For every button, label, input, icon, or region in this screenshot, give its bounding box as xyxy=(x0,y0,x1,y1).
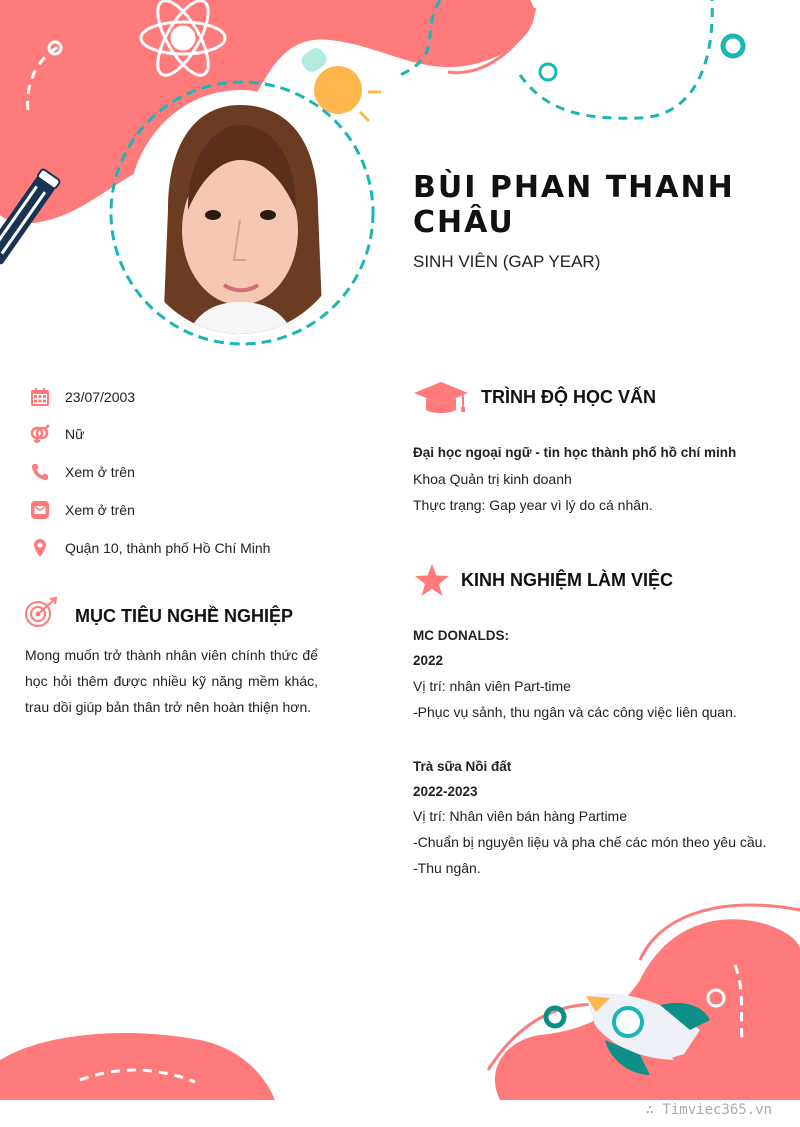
objective-text: Mong muốn trở thành nhân viên chính thức để học hỏi thêm được nhiều kỹ năng mềm khác, trau dồi giúp bản thân trở nên hoàn thiện hơn. xyxy=(25,647,318,715)
contact-birthdate xyxy=(30,385,136,409)
phone-icon xyxy=(30,462,50,482)
job-1-period: 2022 xyxy=(413,653,444,668)
job-2-period: 2022-2023 xyxy=(413,784,478,799)
objective-title: MỤC TIÊU NGHỀ NGHIỆP xyxy=(75,606,294,626)
watermark-text: ∴ Timviec365.vn xyxy=(645,1102,772,1118)
education-faculty: Khoa Quản trị kinh doanh xyxy=(413,471,572,487)
target-icon xyxy=(24,597,58,629)
profile-photo xyxy=(128,90,352,334)
education-school: Đại học ngoại ngữ - tin học thành phố hồ chí minh xyxy=(413,445,737,460)
job-2-duty-2: -Thu ngân. xyxy=(413,860,481,876)
candidate-role: SINH VIÊN (GAP YEAR) xyxy=(413,252,601,271)
job-2-duty-1: -Chuẩn bị nguyên liệu và pha chế các món theo yêu cầu. xyxy=(413,834,767,850)
gender-text: Nữ xyxy=(65,426,85,442)
contact-phone xyxy=(30,460,135,484)
address-text: Quận 10, thành phố Hồ Chí Minh xyxy=(65,540,271,556)
contact-address xyxy=(30,536,271,560)
birthdate-text: 23/07/2003 xyxy=(65,389,136,405)
contact-email xyxy=(30,498,135,522)
gender-icon xyxy=(30,424,50,444)
experience-title: KINH NGHIỆM LÀM VIỆC xyxy=(461,570,674,590)
education-status: Thực trạng: Gap year vì lý do cá nhân. xyxy=(413,497,653,513)
candidate-name: BÙI PHAN THANH CHÂU xyxy=(413,170,735,240)
graduation-cap-icon xyxy=(413,380,469,414)
location-pin-icon xyxy=(30,538,50,558)
job-2-company: Trà sữa Nồi đất xyxy=(413,759,512,774)
education-title: TRÌNH ĐỘ HỌC VẤN xyxy=(481,387,656,407)
email-icon xyxy=(30,500,50,520)
job-1-duty: -Phục vụ sảnh, thu ngân và các công việc liên quan. xyxy=(413,704,737,720)
contact-gender xyxy=(30,422,85,446)
job-1-position: Vị trí: nhân viên Part-time xyxy=(413,678,571,694)
calendar-icon xyxy=(30,387,50,407)
star-icon xyxy=(414,563,450,597)
job-2-position: Vị trí: Nhân viên bán hàng Partime xyxy=(413,808,628,824)
phone-text: Xem ở trên xyxy=(65,464,135,480)
job-1-company: MC DONALDS: xyxy=(413,628,509,643)
email-text: Xem ở trên xyxy=(65,502,135,518)
light-bulb-icon xyxy=(298,45,381,121)
